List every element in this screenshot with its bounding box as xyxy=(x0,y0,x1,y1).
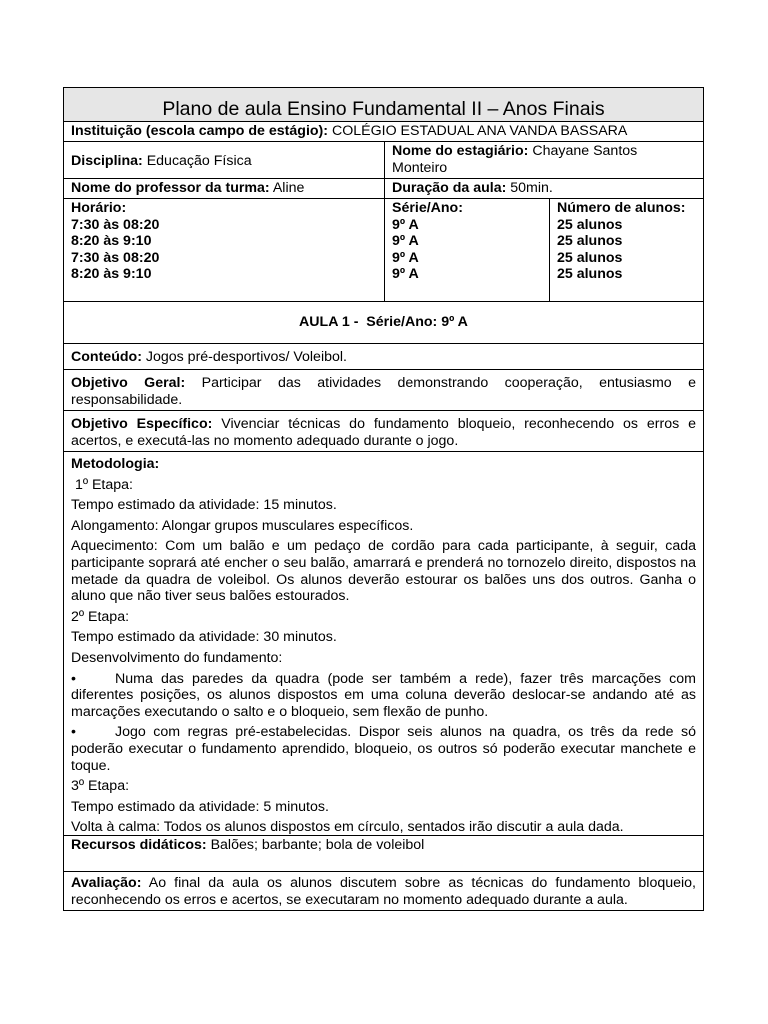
horario-cell: 8:20 às 9:10 xyxy=(71,266,152,283)
serie-cell: 9º A xyxy=(392,233,419,250)
bullet-text: Numa das paredes da quadra (pode ser também a rede), fazer três marcações com diferentes posições, os alunos dispostos em uma coluna deverão deslocar-se andando até as marcações executando o salto e o bloqueio, sem flexão de punho. xyxy=(71,670,696,720)
estagiario-value: Chayane Santos Monteiro xyxy=(392,143,638,176)
serie-cell: 9º A xyxy=(392,216,419,233)
schedule-row xyxy=(64,198,703,301)
recursos-value: Balões; barbante; bola de voleibol xyxy=(210,837,425,853)
desenvolvimento: Desenvolvimento do fundamento: xyxy=(71,649,283,666)
alunos-column xyxy=(549,199,703,301)
instituicao-row xyxy=(64,121,703,141)
serie-column xyxy=(384,199,549,301)
etapa-3: 3º Etapa: xyxy=(71,778,130,795)
bullet-icon: • xyxy=(71,670,76,687)
instituicao-value: COLÉGIO ESTADUAL ANA VANDA BASSARA xyxy=(331,123,628,139)
lesson-plan-table xyxy=(63,87,704,911)
alunos-cell: 25 alunos xyxy=(557,233,623,250)
serie-header: Série/Ano: xyxy=(392,200,463,216)
estagiario-cell xyxy=(384,142,703,178)
horario-cell: 7:30 às 08:20 xyxy=(71,216,160,233)
duracao-cell xyxy=(384,179,703,198)
conteudo-label: Conteúdo: xyxy=(71,349,142,365)
duracao-label: Duração da aula: xyxy=(392,180,507,196)
alunos-cell: 25 alunos xyxy=(557,266,623,283)
professor-label: Nome do professor da turma: xyxy=(71,180,270,196)
page-title: Plano de aula Ensino Fundamental II – Anos Finais xyxy=(64,88,703,121)
bullet-item xyxy=(71,724,696,774)
recursos-label: Recursos didáticos: xyxy=(71,837,207,853)
duracao-value: 50min. xyxy=(510,180,553,196)
alunos-cell: 25 alunos xyxy=(557,249,623,266)
aquecimento: Aquecimento: Com um balão e um pedaço de cordão para cada participante, à seguir, cada participante soprará até encher o seu balão, amarrará e prenderá no tornozelo direito, dispostos na metade da quadra de voleibol. Os alunos deverão estourar os balões uns dos outros. Ganha o aluno que não tiver seus balões estourados. xyxy=(71,538,696,605)
disciplina-value: Educação Física xyxy=(146,153,252,169)
horario-cell: 8:20 às 9:10 xyxy=(71,233,152,250)
disciplina-cell xyxy=(64,142,384,178)
alongamento: Alongamento: Alongar grupos musculares específicos. xyxy=(71,517,414,534)
disciplina-row xyxy=(64,141,703,178)
objetivo-geral-row xyxy=(64,369,703,410)
bullet-item xyxy=(71,671,696,721)
serie-cell: 9º A xyxy=(392,249,419,266)
volta-a-calma: Volta à calma: Todos os alunos dispostos em círculo, sentados irão discutir a aula dada. xyxy=(71,819,624,836)
estagiario-label: Nome do estagiário: xyxy=(392,143,529,159)
objetivo-geral-label: Objetivo Geral: xyxy=(71,375,186,391)
avaliacao-value: Ao final da aula os alunos discutem sobre as técnicas do fundamento bloqueio, reconhecendo os erros e acertos, se executaram no momento adequado durante a aula. xyxy=(71,875,696,908)
tempo-2: Tempo estimado da atividade: 30 minutos. xyxy=(71,629,337,646)
horario-header: Horário: xyxy=(71,200,127,216)
etapa-2: 2º Etapa: xyxy=(71,608,130,625)
alunos-cell: 25 alunos xyxy=(557,216,623,233)
objetivo-especifico-label: Objetivo Específico: xyxy=(71,416,213,432)
avaliacao-label: Avaliação: xyxy=(71,875,142,891)
professor-row xyxy=(64,178,703,198)
conteudo-row xyxy=(64,343,703,369)
bullet-text: Jogo com regras pré-estabelecidas. Dispor seis alunos na quadra, os três da rede só poderão executar o fundamento aprendido, bloqueio, os outros só poderão executar manchete e toque. xyxy=(71,724,696,774)
disciplina-label: Disciplina: xyxy=(71,153,143,169)
instituicao-label: Instituição (escola campo de estágio): xyxy=(71,123,329,139)
professor-cell xyxy=(64,179,384,198)
avaliacao-row xyxy=(64,871,703,910)
etapa-1: 1º Etapa: xyxy=(71,476,133,493)
tempo-3: Tempo estimado da atividade: 5 minutos. xyxy=(71,798,329,815)
alunos-header: Número de alunos: xyxy=(557,200,686,216)
professor-value: Aline xyxy=(272,180,305,196)
conteudo-value: Jogos pré-desportivos/ Voleibol. xyxy=(145,349,347,365)
aula-row xyxy=(64,301,703,343)
metodologia-label: Metodologia: xyxy=(71,456,160,472)
tempo-1: Tempo estimado da atividade: 15 minutos. xyxy=(71,497,337,514)
metodologia-row xyxy=(64,451,703,835)
bullet-icon: • xyxy=(71,724,76,741)
objetivo-geral-value: Participar das atividades demonstrando cooperação, entusiasmo e responsabilidade. xyxy=(71,375,696,408)
serie-cell: 9º A xyxy=(392,266,419,283)
objetivo-especifico-row xyxy=(64,410,703,451)
recursos-row xyxy=(64,835,703,871)
objetivo-especifico-value: Vivenciar técnicas do fundamento bloqueio, reconhecendo os erros e acertos, e executá-las no momento adequado durante o jogo. xyxy=(71,416,696,449)
horario-column xyxy=(64,199,384,301)
aula-heading: AULA 1 - Série/Ano: 9º A xyxy=(299,314,468,330)
horario-cell: 7:30 às 08:20 xyxy=(71,249,160,266)
